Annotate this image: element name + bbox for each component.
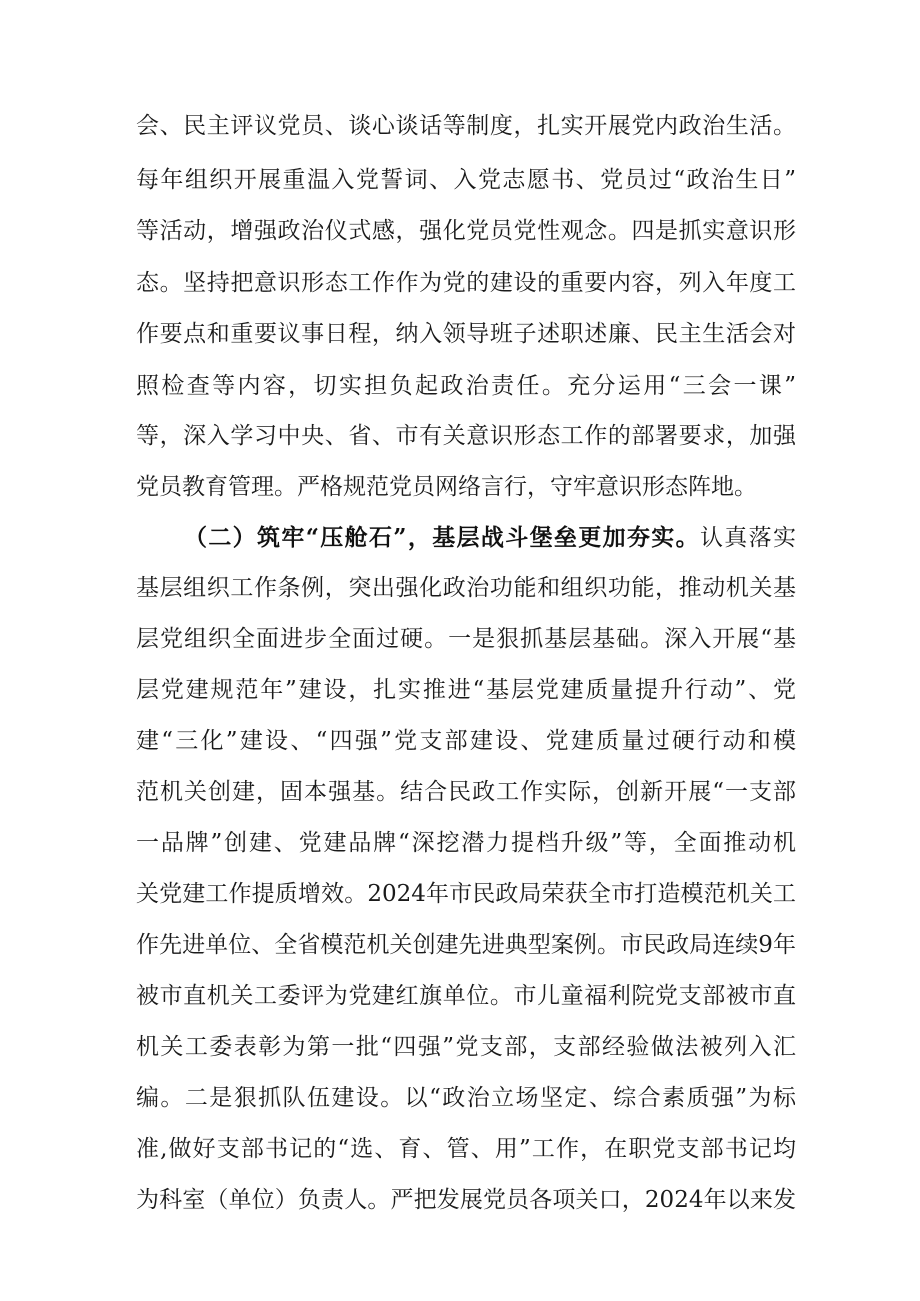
- paragraph-line: 范机关创建，固本强基。结合民政工作实际，创新开展“一支部: [136, 779, 796, 805]
- paragraph-line: 作要点和重要议事日程，纳入领导班子述职述廉、民主生活会对: [136, 321, 796, 347]
- paragraph-line: 态。坚持把意识形态工作作为党的建设的重要内容，列入年度工: [136, 270, 796, 296]
- paragraph-line: 基层组织工作条例，突出强化政治功能和组织功能，推动机关基: [136, 575, 796, 601]
- paragraph-line: 会、民主评议党员、谈心谈话等制度，扎实开展党内政治生活。: [136, 113, 796, 139]
- paragraph-line: 作先进单位、全省模范机关创建先进典型案例。市民政局连续9年: [136, 932, 796, 958]
- paragraph-line: 关党建工作提质增效。2024年市民政局荣获全市打造模范机关工: [136, 881, 796, 907]
- paragraph-line: 照检查等内容，切实担负起政治责任。充分运用“三会一课”: [136, 373, 796, 399]
- paragraph-line: 层党组织全面进步全面过硬。一是狠抓基层基础。深入开展“基: [136, 626, 796, 652]
- section-first-line-rest: 认真落实: [699, 525, 796, 551]
- paragraph-line: 准,做好支部书记的“选、育、管、用”工作，在职党支部书记均: [136, 1136, 796, 1162]
- paragraph-line: 每年组织开展重温入党誓词、入党志愿书、党员过“政治生日”: [136, 167, 796, 193]
- section-heading: （二）筑牢“压舱石”，基层战斗堡垒更加夯实。: [184, 524, 700, 551]
- paragraph-line: 党员教育管理。严格规范党员网络言行，守牢意识形态阵地。: [136, 474, 757, 500]
- section-first-line: [184, 518, 796, 558]
- paragraph-line: 建“三化”建设、“四强”党支部建设、党建质量过硬行动和模: [136, 728, 796, 754]
- paragraph-line: 机关工委表彰为第一批“四强”党支部，支部经验做法被列入汇: [136, 1034, 796, 1060]
- paragraph-line: 为科室（单位）负责人。严把发展党员各项关口，2024年以来发: [136, 1187, 796, 1213]
- paragraph-line: 层党建规范年”建设，扎实推进“基层党建质量提升行动”、党: [136, 677, 796, 703]
- paragraph-line: 编。二是狠抓队伍建设。以“政治立场坚定、综合素质强”为标: [136, 1085, 796, 1111]
- paragraph-line: 一品牌”创建、党建品牌“深挖潜力提档升级”等，全面推动机: [136, 830, 796, 856]
- paragraph-line: 被市直机关工委评为党建红旗单位。市儿童福利院党支部被市直: [136, 983, 796, 1009]
- paragraph-line: 等，深入学习中央、省、市有关意识形态工作的部署要求，加强: [136, 423, 796, 449]
- paragraph-line: 等活动，增强政治仪式感，强化党员党性观念。四是抓实意识形: [136, 218, 796, 244]
